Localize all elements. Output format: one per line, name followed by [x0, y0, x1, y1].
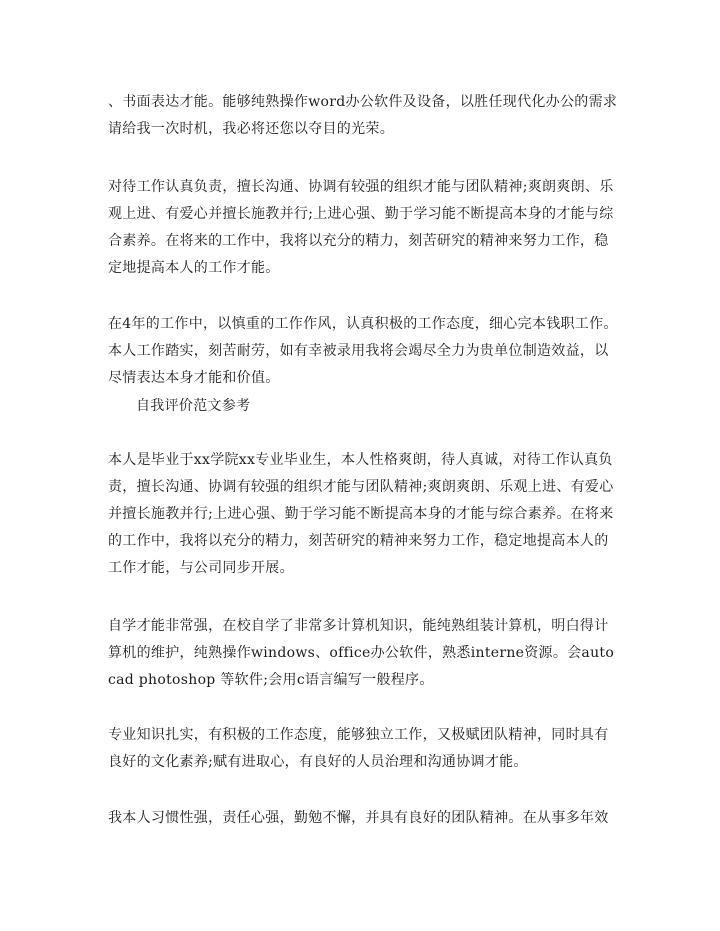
paragraph-line: 算机的维护，纯熟操作windows、office办公软件，熟悉interne资源。会auto [108, 645, 615, 661]
paragraph-line: 专业知识扎实，有积极的工作态度，能够独立工作，又极赋团队精神，同时具有 [108, 727, 609, 743]
paragraph-line: 并擅长施教并行;上进心强、勤于学习能不断提高本身的才能与综合素养。在将来 [108, 506, 614, 522]
paragraph-line: 的工作中，我将以充分的精力，刻苦研究的精神来努力工作，稳定地提高本人的 [108, 533, 609, 549]
paragraph-line: 责，擅长沟通、协调有较强的组织才能与团队精神;爽朗爽朗、乐观上进、有爱心 [108, 479, 614, 495]
paragraph-line: cad photoshop 等软件;会用c语言编写一般程序。 [108, 672, 434, 688]
section-heading: 自我评价范文参考 [136, 398, 251, 414]
paragraph-line: 请给我一次时机，我必将还您以夺目的光荣。 [108, 121, 394, 137]
paragraph-line: 合素养。在将来的工作中，我将以充分的精力，刻苦研究的精神来努力工作，稳 [108, 233, 609, 249]
paragraph-line: 良好的文化素养;赋有进取心，有良好的人员治理和沟通协调才能。 [108, 754, 528, 770]
paragraph-line: 对待工作认真负责，擅长沟通、协调有较强的组织才能与团队精神;爽朗爽朗、乐 [108, 179, 614, 195]
paragraph-line: 观上进、有爱心并擅长施教并行;上进心强、勤于学习能不断提高本身的才能与综 [108, 206, 614, 222]
paragraph-line: 我本人习惯性强，责任心强，勤勉不懈，并具有良好的团队精神。在从事多年效 [108, 810, 609, 826]
paragraph-line: 工作才能，与公司同步开展。 [108, 560, 294, 576]
paragraph-line: 在4年的工作中，以慎重的工作作风，认真积极的工作态度，细心完本钱职工作。 [108, 316, 618, 332]
paragraph-line: 定地提高本人的工作才能。 [108, 260, 280, 276]
paragraph-line: 、书面表达才能。能够纯熟操作word办公软件及设备，以胜任现代化办公的需求 [108, 94, 618, 110]
paragraph-line: 自学才能非常强，在校自学了非常多计算机知识，能纯熟组装计算机，明白得计 [108, 618, 609, 634]
paragraph-line: 本人工作踏实，刻苦耐劳，如有幸被录用我将会竭尽全力为贵单位制造效益，以 [108, 343, 609, 359]
paragraph-line: 尽情表达本身才能和价值。 [108, 370, 280, 386]
paragraph-line: 本人是毕业于xx学院xx专业毕业生，本人性格爽朗，待人真诚，对待工作认真负 [108, 452, 613, 468]
